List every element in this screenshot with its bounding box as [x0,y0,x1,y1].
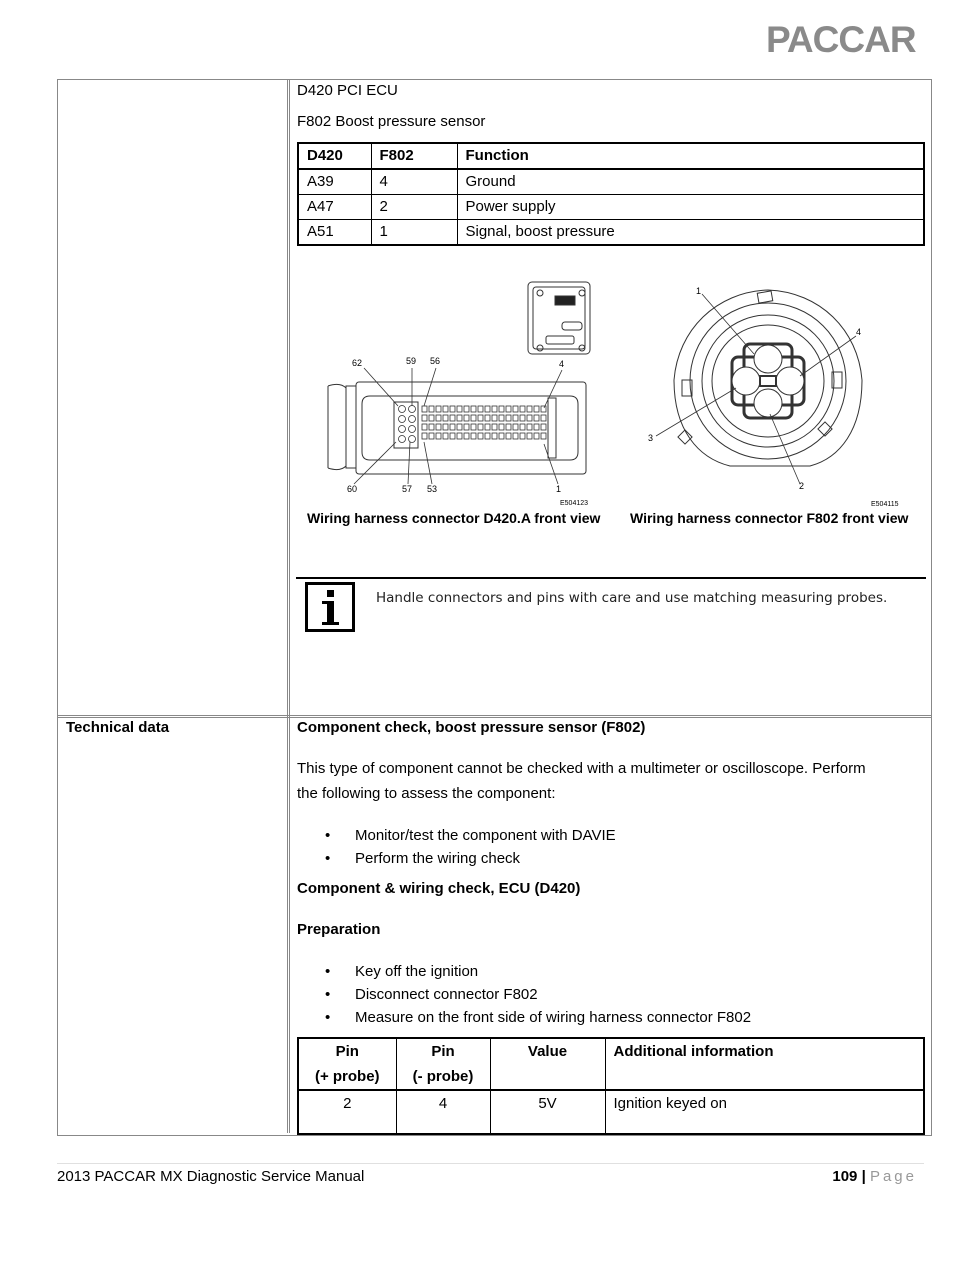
pin-label-4: 4 [559,359,565,369]
footer-rule [57,1163,924,1164]
pin-cell [506,406,511,412]
page-separator: | [861,1168,866,1185]
pin-grid [399,406,547,443]
heading-wiring-check: Component & wiring check, ECU (D420) [297,880,581,897]
pin-cell [443,433,448,439]
caption-d420: Wiring harness connector D420.A front view [307,510,601,526]
pin-cell [527,433,532,439]
page-number: 109 [832,1168,858,1185]
pin-cell [450,406,455,412]
header-text: Pin [335,1043,359,1060]
pin-cell [429,424,434,430]
leader-lines [354,368,562,484]
note-text: Handle connectors and pins with care and use matching measuring probes. [376,590,888,606]
measurement-table [297,1037,925,1135]
logo-text: PACCAR [766,20,916,56]
info-icon [305,582,357,632]
paragraph-line-1: This type of component cannot be checked with a multimeter or oscilloscope. Perform [297,760,866,777]
footer-manual-title: 2013 PACCAR MX Diagnostic Service Manual [57,1168,365,1185]
pin-cell [499,415,504,421]
f802-connector-diagram [640,280,912,510]
pin-cell [527,415,532,421]
table-cell: 2 [298,1090,396,1134]
pin-cell [492,433,497,439]
bullet-list-check [297,824,616,870]
table-cell: 2 [371,195,457,220]
pin-label-62: 62 [352,358,363,368]
pin-cell [478,415,483,421]
pin-cell [520,406,525,412]
pin-cell [506,433,511,439]
pin-cell [429,415,434,421]
pin-cell [499,433,504,439]
pin-cell [485,424,490,430]
table-cell: Ignition keyed on [605,1090,924,1134]
heading-preparation: Preparation [297,921,381,938]
header-text: Pin [431,1043,455,1060]
col-header-pin-minus [396,1038,490,1090]
ecu-module-drawing [528,282,590,354]
table-row [298,1090,924,1134]
pin-cell [485,406,490,412]
pin-cell [450,415,455,421]
pin-cell [422,415,427,421]
pin-cell [520,424,525,430]
figure-code-left: E504123 [560,500,589,507]
pin-cell [478,433,483,439]
pin-cell [506,415,511,421]
f802-connector-drawing [674,290,862,466]
pin-cell [422,424,427,430]
pin-cell [464,415,469,421]
pin-cell [443,406,448,412]
pin-cell [457,415,462,421]
pin-cell [520,433,525,439]
pin-cell [457,406,462,412]
pin-label-1: 1 [556,484,562,494]
table-cell: 1 [371,220,457,246]
table-cell: 5V [490,1090,605,1134]
pin-cell [506,424,511,430]
component-line-f802: F802 Boost pressure sensor [297,113,486,130]
col-header-pin-plus [298,1038,396,1090]
pin-cell [541,406,546,412]
pin-cell [422,406,427,412]
pin-cell [485,433,490,439]
pin-cell [471,406,476,412]
pin-cell [527,406,532,412]
pin-cell [471,424,476,430]
pin-cell [485,415,490,421]
pin-cell [527,424,532,430]
pin-cell [534,406,539,412]
pin-label-59: 59 [406,356,417,366]
pin-cell [422,433,427,439]
list-item: • Key off the ignition [297,960,751,983]
pin-cell [492,415,497,421]
table-cell: A39 [298,169,371,195]
pin-cell [541,433,546,439]
paragraph-line-2: the following to assess the component: [297,785,556,802]
table-cell: Power supply [457,195,924,220]
table-cell: 4 [396,1090,490,1134]
pin-cell [436,415,441,421]
pin-cell [429,406,434,412]
pin-cell [513,406,518,412]
pin-label-3: 3 [648,433,654,443]
pin-cell [457,433,462,439]
table-row [298,195,924,220]
pin-cell [443,415,448,421]
note-rule [296,577,926,579]
pin-function-table [297,142,925,246]
pin-cell [478,406,483,412]
pin-cell [464,424,469,430]
col-header-f802: F802 [371,143,457,169]
pin-cell [541,415,546,421]
heading-component-check: Component check, boost pressure sensor (F802) [297,719,646,736]
table-row [298,169,924,195]
table-header-row [298,1038,924,1090]
pin-cell [436,433,441,439]
pin-cell [513,415,518,421]
pin-cell [513,424,518,430]
col-header-value: Value [490,1038,605,1090]
list-item: • Monitor/test the component with DAVIE [297,824,616,847]
table-cell: Signal, boost pressure [457,220,924,246]
footer-page [832,1168,917,1185]
pin-cell [513,433,518,439]
pin-label-4: 4 [856,327,862,337]
col-header-d420: D420 [298,143,371,169]
pin-cell [499,424,504,430]
pin-cell [534,433,539,439]
d420-connector-diagram [300,278,610,510]
table-cell: 4 [371,169,457,195]
list-item: • Perform the wiring check [297,847,616,870]
pin-cell [450,433,455,439]
figure-code-right: E504115 [871,501,899,508]
pin-cell [492,424,497,430]
table-cell: A51 [298,220,371,246]
technical-data-label: Technical data [66,719,170,736]
column-divider [287,80,290,1133]
pin-cell [534,415,539,421]
row-divider [57,715,932,718]
pin-cell [464,433,469,439]
pin-label-60: 60 [347,484,358,494]
component-line-d420: D420 PCI ECU [297,82,398,99]
pin-cell [457,424,462,430]
pin-cell [471,415,476,421]
table-row [298,220,924,246]
table-header-row [298,143,924,169]
pin-cell [541,424,546,430]
pin-cell [443,424,448,430]
pin-cell [429,433,434,439]
header-text: (- probe) [412,1068,474,1085]
pin-cell [492,406,497,412]
pin-label-1: 1 [696,286,702,296]
paccar-logo [766,20,924,56]
pin-cell [499,406,504,412]
pin-cell [450,424,455,430]
pin-cell [534,424,539,430]
pin-label-2: 2 [799,481,805,491]
pin-label-56: 56 [430,356,441,366]
bullet-list-preparation [297,960,751,1029]
pin-cell [520,415,525,421]
pin-cell [436,424,441,430]
pin-label-57: 57 [402,484,413,494]
pin-cell [478,424,483,430]
list-item: • Measure on the front side of wiring harness connector F802 [297,1006,751,1029]
caption-f802: Wiring harness connector F802 front view [630,510,909,526]
table-cell: Ground [457,169,924,195]
d420-connector-drawing [328,382,586,474]
header-text: (+ probe) [314,1068,380,1085]
pin-cell [436,406,441,412]
col-header-additional-info: Additional information [605,1038,924,1090]
pin-label-53: 53 [427,484,438,494]
list-item: • Disconnect connector F802 [297,983,751,1006]
page-word: Page [869,1168,917,1185]
table-cell: A47 [298,195,371,220]
pin-cell [471,433,476,439]
col-header-function: Function [457,143,924,169]
pin-cell [464,406,469,412]
